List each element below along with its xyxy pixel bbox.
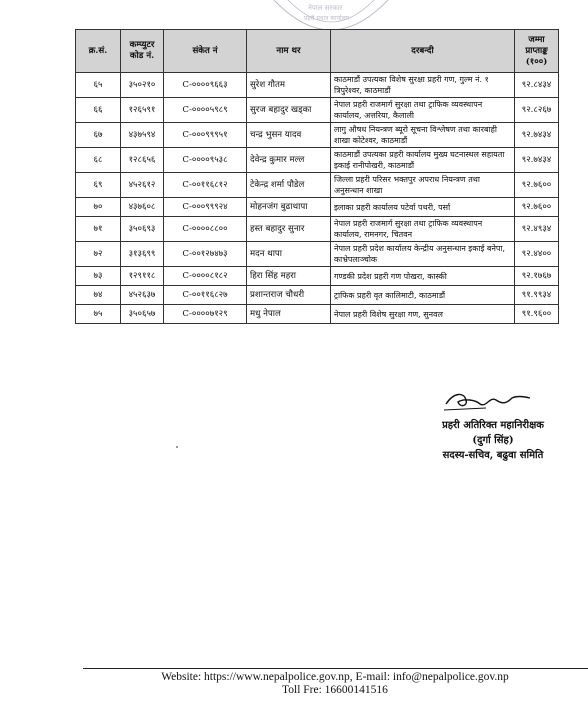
footer-divider (83, 668, 588, 669)
header-computer-code: कम्प्युटर कोड नं. (121, 30, 164, 73)
cell-symbol-no: C-००००७१२९ (164, 305, 247, 324)
cell-total-marks: ९२.४९३४ (515, 217, 559, 242)
cell-total-marks: ९२.७४३४ (515, 123, 559, 148)
cell-name: सुरज बहादुर खड्का (247, 98, 331, 123)
table-row (76, 198, 559, 217)
cell-total-marks: ९१.९६०० (515, 305, 559, 324)
cell-symbol-no: C-००१२७४७३ (164, 242, 247, 267)
cell-computer-code: १२६५९१ (121, 98, 164, 123)
cell-post: काठमाडौं उपत्यका विशेष सुरक्षा प्रहरी गण, गुल्म नं. १ त्रिपुरेश्वर, काठमाडौं (331, 73, 515, 98)
cell-serial-no: ७३ (76, 267, 121, 286)
cell-symbol-no: C-०००९९९२४ (164, 198, 247, 217)
cell-computer-code: ४५२६३७ (121, 286, 164, 305)
footer-contact: Website: https://www.nepalpolice.gov.np, E-mail: info@nepalpolice.gov.np (161, 671, 509, 683)
cell-serial-no: ६९ (76, 173, 121, 198)
cell-symbol-no: C-००००९५३८ (164, 148, 247, 173)
cell-symbol-no: C-०००९९९५१ (164, 123, 247, 148)
cell-computer-code: ३१३६९९ (121, 242, 164, 267)
header-serial-no: क्र.सं. (76, 30, 121, 73)
table-row (76, 148, 559, 173)
cell-name: मधु नेपाल (247, 305, 331, 324)
cell-total-marks: ९२.७४३४ (515, 148, 559, 173)
cell-symbol-no: C-००००५९८९ (164, 98, 247, 123)
table-row (76, 123, 559, 148)
cell-post: नेपाल प्रहरी राजमार्ग सुरक्षा तथा ट्राफिक व्यवस्थापन कार्यालय, रामनगर, चितवन (331, 217, 515, 242)
cell-name: टेकेन्द्र शर्मा पौडेल (247, 173, 331, 198)
cell-post: ट्राफिक प्रहरी वृत कालिमाटी, काठमाडौं (331, 286, 515, 305)
promotion-results-table (75, 29, 559, 324)
cell-post: लागु औषध नियन्त्रण ब्यूरो सूचना विश्लेषण तथा कारबाही शाखा कोटेश्वर, काठमाडौं (331, 123, 515, 148)
cell-total-marks: ९२.८२६७ (515, 98, 559, 123)
cell-post: इलाका प्रहरी कार्यालय पटेर्वा पथरी, पर्सा (331, 198, 515, 217)
header-name: नाम थर (247, 30, 331, 73)
cell-symbol-no: C-००११६८१२ (164, 173, 247, 198)
cell-symbol-no: C-००००८८०० (164, 217, 247, 242)
cell-name: सुरेश गौतम (247, 73, 331, 98)
cell-name: हस्त बहादुर सुनार (247, 217, 331, 242)
cell-computer-code: ४३७५९४ (121, 123, 164, 148)
signatory-name: (दुर्गा सिंह) (472, 435, 514, 446)
header-total-marks: जम्मा प्राप्ताङ्क (१००) (515, 30, 559, 73)
cell-post: नेपाल प्रहरी विशेष सुरक्षा गण, सुनवल (331, 305, 515, 324)
handwritten-signature (440, 386, 536, 412)
cell-computer-code: ३५०२१० (121, 73, 164, 98)
cell-total-marks: ९२.७६०० (515, 173, 559, 198)
cell-total-marks: ९२.७६०० (515, 198, 559, 217)
cell-post: काठमाडौं उपत्यका प्रहरी कार्यालय मुख्य घटनास्थल सहायता इकाई रानीपोखरी, काठमाडौं (331, 148, 515, 173)
cell-serial-no: ७२ (76, 242, 121, 267)
cell-post: जिल्ला प्रहरी परिसर भक्तपुर अपराध नियन्त्रण तथा अनुसन्धान शाखा (331, 173, 515, 198)
footer (120, 671, 550, 697)
table-row (76, 242, 559, 267)
cell-name: मदन थापा (247, 242, 331, 267)
cell-name: हिरा सिंह महरा (247, 267, 331, 286)
cell-symbol-no: C-००००८१८२ (164, 267, 247, 286)
cell-serial-no: ७४ (76, 286, 121, 305)
signatory-block (418, 418, 568, 463)
cell-total-marks: ९२.८४३४ (515, 73, 559, 98)
table-row (76, 98, 559, 123)
scan-speck (176, 446, 178, 448)
table-row (76, 267, 559, 286)
footer-tollfree: Toll Fre: 16600141516 (282, 684, 388, 696)
cell-computer-code: १२८६५६ (121, 148, 164, 173)
table-row (76, 217, 559, 242)
table-row (76, 173, 559, 198)
cell-name: मोहनजंग बुढाथापा (247, 198, 331, 217)
cell-serial-no: ७५ (76, 305, 121, 324)
header-post: दरबन्दी (331, 30, 515, 73)
table-header-row (76, 30, 559, 73)
cell-name: चन्द्र भुसन यादव (247, 123, 331, 148)
cell-serial-no: ७० (76, 198, 121, 217)
cell-serial-no: ६६ (76, 98, 121, 123)
table-row (76, 286, 559, 305)
svg-text:नेपाल सरकार: नेपाल सरकार (308, 4, 343, 12)
cell-total-marks: ९१.९९३४ (515, 286, 559, 305)
signatory-title: प्रहरी अतिरिक्त महानिरीक्षक (442, 420, 544, 431)
cell-post: नेपाल प्रहरी प्रदेश कार्यालय केन्द्रीय अनुसन्धान इकाई बनेपा, काभ्रेपलाञ्चोक (331, 242, 515, 267)
cell-total-marks: ९२.१७६७ (515, 267, 559, 286)
cell-computer-code: ४३७६०८ (121, 198, 164, 217)
table-row (76, 73, 559, 98)
cell-serial-no: ६७ (76, 123, 121, 148)
cell-symbol-no: C-००११६८२७ (164, 286, 247, 305)
cell-name: देवेन्द्र कुमार मल्ल (247, 148, 331, 173)
signatory-role: सदस्य-सचिव, बढुवा समिति (442, 450, 544, 461)
cell-total-marks: ९२.४४०० (515, 242, 559, 267)
cell-serial-no: ६५ (76, 73, 121, 98)
cell-name: प्रशान्तराज चौधरी (247, 286, 331, 305)
table-row (76, 305, 559, 324)
cell-computer-code: ३५०६९३ (121, 217, 164, 242)
header-symbol-no: संकेत नं (164, 30, 247, 73)
cell-computer-code: १२९११८ (121, 267, 164, 286)
svg-text:प्रहरी प्रधान कार्यालय: प्रहरी प्रधान कार्यालय (304, 15, 350, 22)
cell-post: गण्डकी प्रदेश प्रहरी गण पोखरा, कास्की (331, 267, 515, 286)
cell-symbol-no: C-००००९६६३ (164, 73, 247, 98)
cell-serial-no: ७१ (76, 217, 121, 242)
cell-computer-code: ४५२६१२ (121, 173, 164, 198)
cell-serial-no: ६८ (76, 148, 121, 173)
cell-computer-code: ३५०६५७ (121, 305, 164, 324)
cell-post: नेपाल प्रहरी राजमार्ग सुरक्षा तथा ट्राफिक व्यवस्थापन कार्यालय, अत्तरिया, कैलाली (331, 98, 515, 123)
